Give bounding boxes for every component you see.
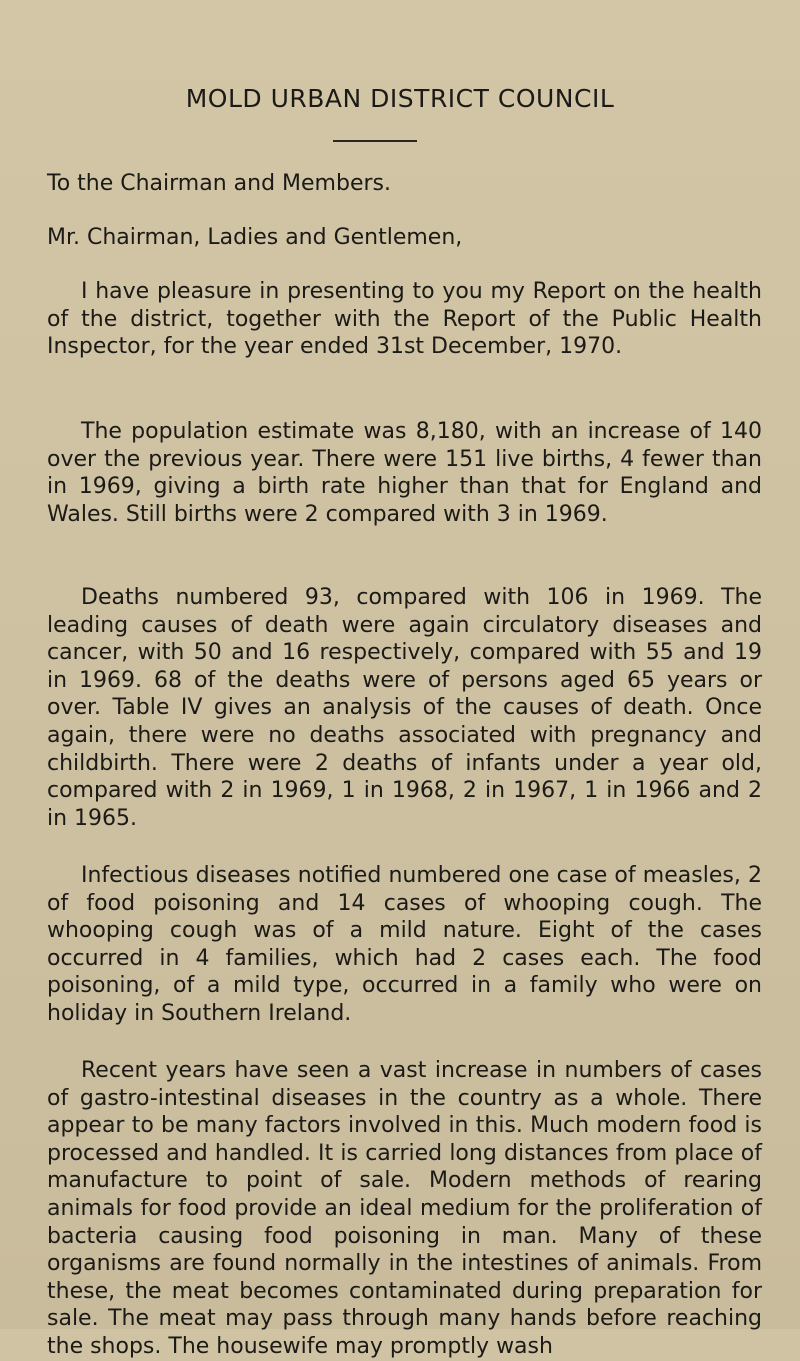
paragraph-infectious-diseases: Infectious diseases notified numbered one case of measles, 2 of food poisoning and 14 cases of whooping cough. The whooping cough was of a mild nature. Eight of the cases occurred in 4 families, which had 2 cases each. The food poisoning, of a mild type, occurred in a family who were on holiday in Southern Ireland. — [47, 863, 762, 1026]
paragraph-report-intro: I have pleasure in presenting to you my Report on the health of the district, together with the Report of the Public Health Inspector, for the year ended 31st December, 1970. — [47, 279, 762, 360]
paragraph-gastro-intestinal: Recent years have seen a vast increase in numbers of cases of gastro-intestinal diseases in the country as a whole. There appear to be many factors involved in this. Much modern food is processed and handled. It is carried long distances from place of manufacture to point of sale. Modern methods of rearing animals for food provide an ideal medium for the proliferation of bacteria causing food poisoning in man. Many of these organisms are found normally in the intestines of animals. From these, the meat becomes contaminated during preparation for sale. The meat may pass through many hands before reaching the shops. The housewife may promptly wash — [47, 1058, 762, 1359]
council-title: MOLD URBAN DISTRICT COUNCIL — [185, 84, 615, 113]
greeting-line: Mr. Chairman, Ladies and Gentlemen, — [47, 225, 463, 250]
paragraph-population: The population estimate was 8,180, with an increase of 140 over the previous year. There were 151 live births, 4 fewer than in 1969, giving a birth rate higher than that for England and Wales. Still births were 2 compared with 3 in 1969. — [47, 419, 762, 527]
title-divider — [333, 140, 417, 142]
paragraph-deaths: Deaths numbered 93, compared with 106 in 1969. The leading causes of death were again circulatory diseases and cancer, with 50 and 16 respectively, compared with 55 and 19 in 1969. 68 of the deaths were of persons aged 65 years or over. Table IV gives an analysis of the causes of death. Once again, there were no deaths associated with pregnancy and childbirth. There were 2 deaths of infants under a year old, compared with 2 in 1969, 1 in 1968, 2 in 1967, 1 in 1966 and 2 in 1965. — [47, 585, 762, 831]
addressee-line: To the Chairman and Members. — [47, 171, 391, 196]
